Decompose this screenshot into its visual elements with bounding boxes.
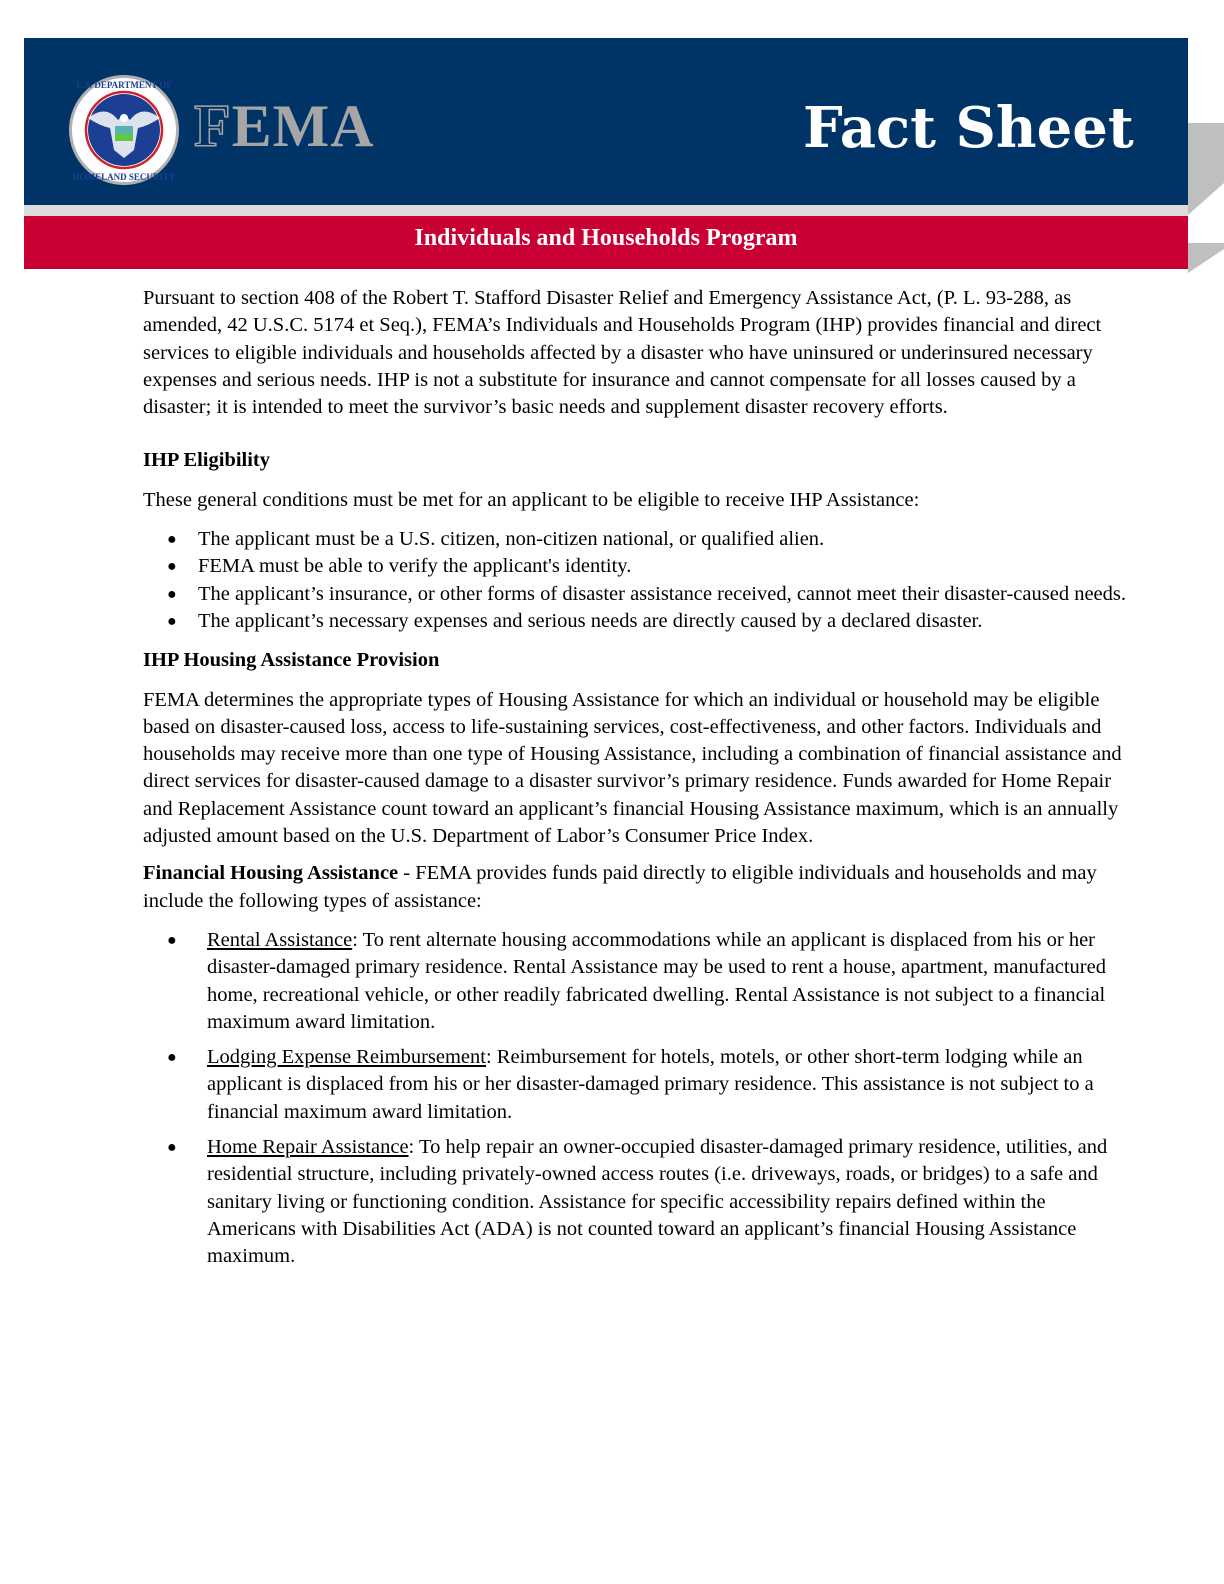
bullet-icon: ● [167,1049,177,1067]
wordmark-rest: EMA [231,93,375,159]
program-title: Individuals and Households Program [414,225,798,251]
list-item-text: The applicant’s necessary expenses and serious needs are directly caused by a declared disaster. [198,609,983,632]
bullet-icon: ● [167,531,177,549]
financial-assistance-list [143,927,1133,1271]
financial-housing-label: Financial Housing Assistance [143,862,399,885]
list-item [143,1044,1133,1126]
list-item [143,1134,1133,1270]
term-home-repair: Home Repair Assistance [207,1136,409,1159]
eligibility-list [143,526,1133,635]
header-divider-strip [24,205,1188,216]
list-item [143,927,1133,1036]
list-item [143,553,1133,580]
intro-paragraph: Pursuant to section 408 of the Robert T. Stafford Disaster Relief and Emergency Assistance Act, (P. L. 93-288, as amended, 42 U.S.C. 5174 et Seq.), FEMA’s Individuals and Households Program (IHP) provides financial and direct services to eligible individuals and households affected by a disaster who have uninsured or underinsured necessary expenses and serious needs. IHP is not a substitute for insurance and cannot compensate for all losses caused by a disaster; it is intended to meet the survivor’s basic needs and supplement disaster recovery efforts. [143,287,1102,419]
seal-text-bottom: HOMELAND SECURITY [72,172,176,182]
term-lodging-expense: Lodging Expense Reimbursement [207,1046,486,1069]
term-description: : To rent alternate housing accommodations while an applicant is displaced from his or her disaster-damaged primary residence. Rental Assistance may be used to rent a house, apartment, manufactured home, recreational vehicle, or other readily fabricated dwelling. Rental Assistance is not subject to a financial maximum award limitation. [207,928,1106,1033]
doc-type-title: Fact Sheet [803,95,1134,161]
list-item [143,526,1133,553]
decorative-gray-shape-lower [1188,243,1224,273]
housing-paragraph: FEMA determines the appropriate types of Housing Assistance for which an individual or household may be eligible based on disaster-caused loss, access to life-sustaining services, cost-effectiveness, and other factors. Individuals and households may receive more than one type of Housing Assistance, including a combination of financial assistance and direct services for disaster-caused damage to a disaster survivor’s primary residence. Funds awarded for Home Repair and Replacement Assistance count toward an applicant’s financial Housing Assistance maximum, which is an annually adjusted amount based on the U.S. Department of Labor’s Consumer Price Index. [143,688,1122,848]
eligibility-heading: IHP Eligibility [143,449,271,472]
term-description: : To help repair an owner-occupied disaster-damaged primary residence, utilities, and residential structure, including privately-owned access routes (i.e. driveways, roads, or bridges) to a safe and sanitary living or functioning condition. Assistance for specific accessibility repairs defined within the Americans with Disabilities Act (ADA) is not counted toward an applicant’s financial Housing Assistance maximum. [207,1136,1108,1268]
bullet-icon: ● [167,558,177,576]
document-body [143,285,1133,1283]
financial-housing-paragraph [143,860,1133,915]
bullet-icon: ● [167,931,177,949]
list-item-text: The applicant’s insurance, or other forms of disaster assistance received, cannot meet their disaster-caused needs. [198,582,1126,605]
eligibility-lead: These general conditions must be met for an applicant to be eligible to receive IHP Assistance: [143,488,920,511]
dhs-seal-icon [68,74,180,186]
fema-wordmark [194,93,375,159]
list-item-text: The applicant must be a U.S. citizen, non-citizen national, or qualified alien. [198,528,825,551]
list-item-text: FEMA must be able to verify the applicant's identity. [198,555,632,578]
list-item [143,608,1133,635]
bullet-icon: ● [167,1139,177,1157]
term-description: : Reimbursement for hotels, motels, or other short-term lodging while an applicant is displaced from his or her disaster-damaged primary residence. This assistance is not subject to a financial maximum award limitation. [207,1046,1094,1123]
decorative-gray-shape-upper [1188,123,1224,215]
seal-text-top: U.S. DEPARTMENT OF [76,80,172,90]
wordmark-first-letter: F [194,93,232,159]
list-item [143,581,1133,608]
financial-housing-text: - FEMA provides funds paid directly to eligible individuals and households and may include the following types of assistance: [143,862,1097,912]
term-rental-assistance: Rental Assistance [207,928,353,951]
bullet-icon: ● [167,585,177,603]
bullet-icon: ● [167,612,177,630]
housing-heading: IHP Housing Assistance Provision [143,649,440,672]
